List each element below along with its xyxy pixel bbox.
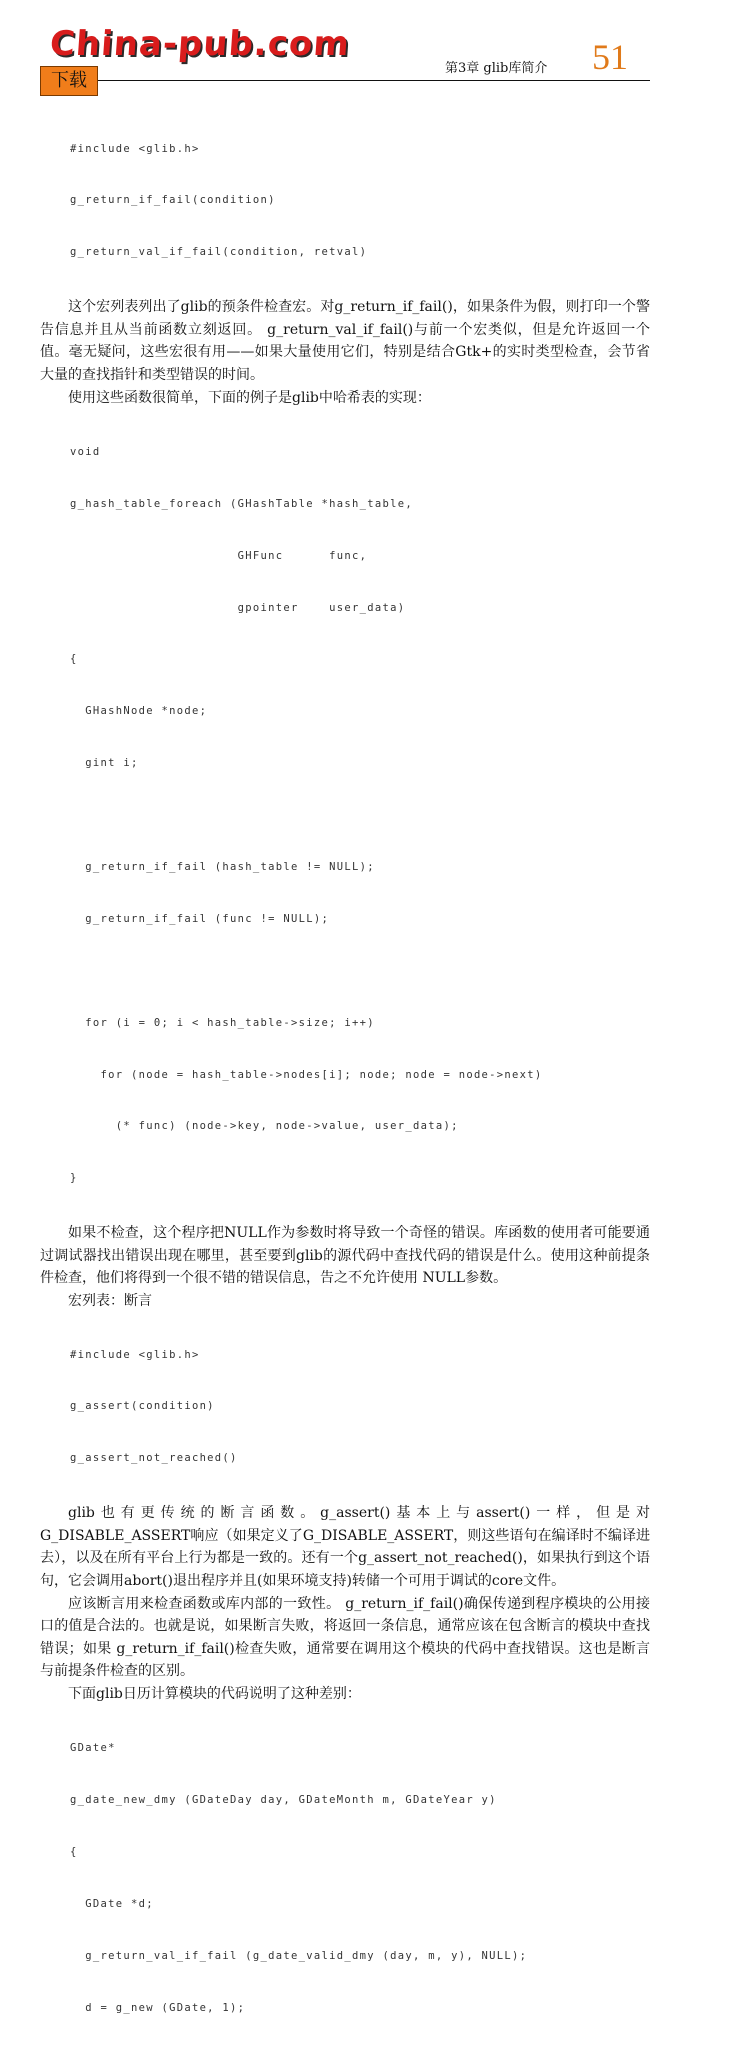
site-logo[interactable]: China-pub.com bbox=[48, 24, 352, 64]
paragraph-null-check: 如果不检查，这个程序把NULL作为参数时将导致一个奇怪的错误。库函数的使用者可能要通过调试器找出错误出现在哪里，甚至要到glib的源代码中查找代码的错误是什么。使用这种前提条件检查，他们将得到一个很不错的错误信息，告之不允许使用 NULL参数。 bbox=[40, 1225, 650, 1287]
code-line: (* func) (node->key, node->value, user_data); bbox=[70, 1120, 459, 1133]
page-header bbox=[0, 0, 753, 100]
page-body bbox=[40, 106, 650, 2052]
paragraph-date-intro: 下面glib日历计算模块的代码说明了这种差别： bbox=[68, 1685, 361, 1702]
code-line: g_return_if_fail(condition) bbox=[70, 194, 276, 207]
paragraph-assert-vs-precondition: 应该断言用来检查函数或库内部的一致性。 g_return_if_fail()确保传递到程序模块的公用接口的值是合法的。也就是说，如果断言失败，将返回一条信息，通常应该在包含断言的模块中查找错误；如果 g_return_if_fail()检查失败，通常要在调用这个模块的代码中查找错误。这也是断言与前提条件检查的区别。 bbox=[40, 1595, 650, 1680]
code-line: { bbox=[70, 653, 78, 666]
code-line: g_return_if_fail (func != NULL); bbox=[70, 912, 330, 925]
code-block-hash-table bbox=[70, 409, 650, 1222]
code-line: g_return_if_fail (hash_table != NULL); bbox=[70, 860, 375, 873]
code-block-date bbox=[70, 1706, 650, 2052]
paragraph-assert: glib也有更传统的断言函数。g_assert()基本上与assert()一样，但是对G_DISABLE_ASSERT响应（如果定义了G_DISABLE_ASSERT，则这些语句在编译时不编译进去），以及在所有平台上行为都是一致的。还有一个g_assert_not_reached()，如果执行到这个语句，它会调用abort()退出程序并且(如果环境支持)转储一个可用于调试的core文件。 bbox=[40, 1505, 650, 1590]
code-block-macros bbox=[70, 106, 650, 296]
chapter-title: 第3章 glib库简介 bbox=[445, 61, 548, 76]
code-line: d = g_new (GDate, 1); bbox=[70, 2001, 246, 2014]
code-line: g_return_val_if_fail(condition, retval) bbox=[70, 246, 368, 259]
code-line: g_assert_not_reached() bbox=[70, 1452, 238, 1465]
section-subheading: 宏列表：断言 bbox=[68, 1292, 152, 1309]
code-line: for (node = hash_table->nodes[i]; node; node = node->next) bbox=[70, 1068, 543, 1081]
page-number: 51 bbox=[592, 37, 628, 77]
code-line: GDate *d; bbox=[70, 1897, 154, 1910]
code-line: gint i; bbox=[70, 757, 139, 770]
code-line bbox=[70, 963, 650, 980]
code-line: void bbox=[70, 445, 101, 458]
code-line: GHFunc func, bbox=[70, 549, 368, 562]
code-line: g_date_new_dmy (GDateDay day, GDateMonth m, GDateYear y) bbox=[70, 1794, 497, 1807]
paragraph-example-intro: 使用这些函数很简单，下面的例子是glib中哈希表的实现： bbox=[68, 389, 431, 406]
header-rule bbox=[98, 80, 650, 81]
code-line: g_hash_table_foreach (GHashTable *hash_table, bbox=[70, 497, 413, 510]
code-line bbox=[70, 807, 650, 824]
code-line: GDate* bbox=[70, 1742, 116, 1755]
code-line: g_assert(condition) bbox=[70, 1400, 215, 1413]
code-block-assert bbox=[70, 1312, 650, 1502]
code-line: g_return_val_if_fail (g_date_valid_dmy (day, m, y), NULL); bbox=[70, 1949, 528, 1962]
code-line: #include <glib.h> bbox=[70, 142, 200, 155]
download-button[interactable]: 下载 bbox=[40, 66, 98, 96]
code-line: #include <glib.h> bbox=[70, 1348, 200, 1361]
paragraph-precondition-intro: 这个宏列表列出了glib的预条件检查宏。对g_return_if_fail()，如果条件为假，则打印一个警告信息并且从当前函数立刻返回。 g_return_val_if_fail()与前一个宏类似，但是允许返回一个值。毫无疑问，这些宏很有用——如果大量使用它们，特别是结合Gtk+的实时类型检查，会节省大量的查找指针和类型错误的时间。 bbox=[40, 299, 650, 384]
code-line: gpointer user_data) bbox=[70, 601, 406, 614]
code-line: for (i = 0; i < hash_table->size; i++) bbox=[70, 1016, 375, 1029]
code-line: { bbox=[70, 1845, 78, 1858]
code-line: GHashNode *node; bbox=[70, 705, 208, 718]
code-line: } bbox=[70, 1172, 78, 1185]
